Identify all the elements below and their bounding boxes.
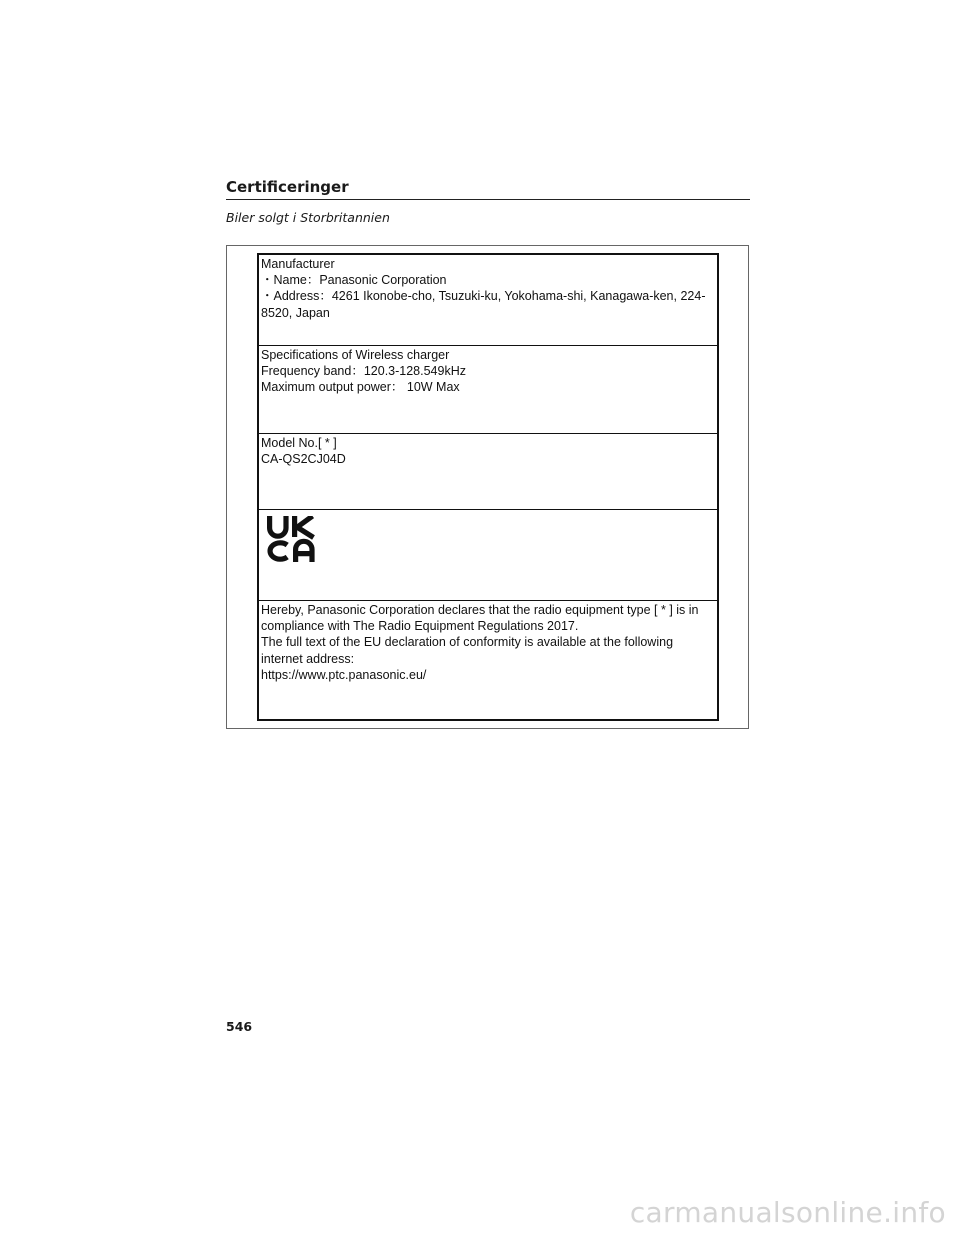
watermark: carmanualsonline.info — [629, 1196, 946, 1229]
declaration-cell — [259, 600, 717, 719]
declaration-availability: The full text of the EU declaration of conformity is available at the following — [261, 635, 674, 650]
manufacturer-heading: Manufacturer — [261, 257, 335, 271]
model-number: CA-QS2CJ04D — [261, 452, 346, 467]
title-divider — [226, 199, 750, 200]
ukca-mark-icon — [267, 516, 317, 562]
section-subtitle: Biler solgt i Storbritannien — [226, 210, 390, 225]
manufacturer-name: ・Name：Panasonic Corporation — [261, 273, 447, 288]
manufacturer-cell — [259, 255, 717, 345]
conformity-mark-cell — [259, 509, 717, 600]
declaration-url: https://www.ptc.panasonic.eu/ — [261, 667, 427, 682]
manufacturer-address: ・Address：4261 Ikonobe-cho, Tsuzuki-ku, Yokohama-shi, Kanagawa-ken, 224- — [261, 289, 706, 304]
declaration-text: Hereby, Panasonic Corporation declares that the radio equipment type [ * ] is in — [261, 603, 699, 617]
specifications-cell — [259, 345, 717, 433]
section-title: Certificeringer — [226, 178, 349, 196]
specifications-heading: Specifications of Wireless charger — [261, 348, 450, 362]
certification-label — [257, 253, 719, 721]
declaration-availability-continued: internet address: — [261, 651, 355, 666]
model-heading: Model No.[ * ] — [261, 436, 337, 450]
declaration-text-continued: compliance with The Radio Equipment Regulations 2017. — [261, 619, 579, 634]
model-cell — [259, 433, 717, 509]
frequency-band: Frequency band：120.3-128.549kHz — [261, 364, 466, 379]
manufacturer-address-continued: 8520, Japan — [261, 305, 330, 320]
maximum-output-power: Maximum output power： 10W Max — [261, 380, 460, 395]
page-number: 546 — [226, 1019, 253, 1034]
